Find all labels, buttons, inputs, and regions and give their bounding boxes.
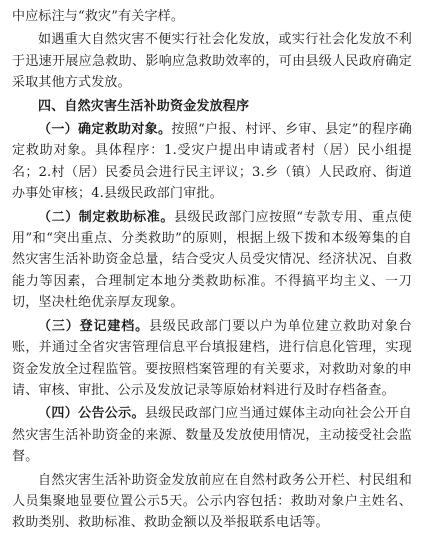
- subsection-label-determine-recipients: （一）确定救助对象。: [38, 122, 172, 138]
- paragraph-marking-note: 中应标注与“救灾”有关字样。: [12, 9, 185, 24]
- paragraph-public-notice: [12, 403, 412, 467]
- subsection-text-registration: 县级民政部门要以户为单位建立救助对象台账，并通过全省灾害管理信息平台填报建档，进行信息化管理，实现资金发放全过程监管。要按照档案管理的有关要求，对救助对象的申请、审核、审批、公示及发放记录等原始材料进行及时存档备查。: [12, 318, 412, 398]
- subsection-label-public-notice: （四）公告公示。: [38, 406, 145, 422]
- section-heading-procedure: 四、自然灾害生活补助资金发放程序: [38, 98, 250, 114]
- paragraph-alternative-distribution: 如遇重大自然灾害不便实行社会化发放，或实行社会化发放不利于迅速开展应急救助、影响应急救助效率的，可由县级人民政府确定采取其他方式发放。: [12, 32, 412, 91]
- paragraph-determine-recipients: [12, 119, 412, 205]
- subsection-label-set-standards: （二）制定救助标准。: [38, 209, 174, 225]
- subsection-label-registration: （三）登记建档。: [38, 318, 150, 334]
- paragraph-set-standards: [12, 207, 412, 314]
- paragraph-publicity-period: 自然灾害生活补助资金发放前应在自然村政务公开栏、村民组和人员集聚地显要位置公示5天。公示内容包括：救助对象户主姓名、救助类别、救助标准、救助金额以及举报联系电话等。: [12, 472, 412, 531]
- subsection-text-determine-recipients: 按照“户报、村评、乡审、县定”的程序确定救助对象。具体程序：1.受灾户提出申请或者村（居）民小组提名；2.村（居）民委员会进行民主评议；3.乡（镇）人民政府、街道办事处审核；4.县级民政部门审批。: [12, 122, 412, 202]
- paragraph-registration: [12, 316, 412, 402]
- subsection-text-public-notice: 县级民政部门应当通过媒体主动向社会公开自然灾害生活补助资金的来源、数量及发放使用情况，主动接受社会监督。: [12, 406, 412, 465]
- subsection-text-set-standards: 县级民政部门应按照“专款专用、重点使用”和“突出重点、分类救助”的原则，根据上级下拨和本级筹集的自然灾害生活补助资金总量，结合受灾人员受灾情况、经济状况、自救能力等因素，合理制定本地分类救助标准。不得搞平均主义、一刀切，坚决杜绝优亲厚友现象。: [12, 209, 412, 311]
